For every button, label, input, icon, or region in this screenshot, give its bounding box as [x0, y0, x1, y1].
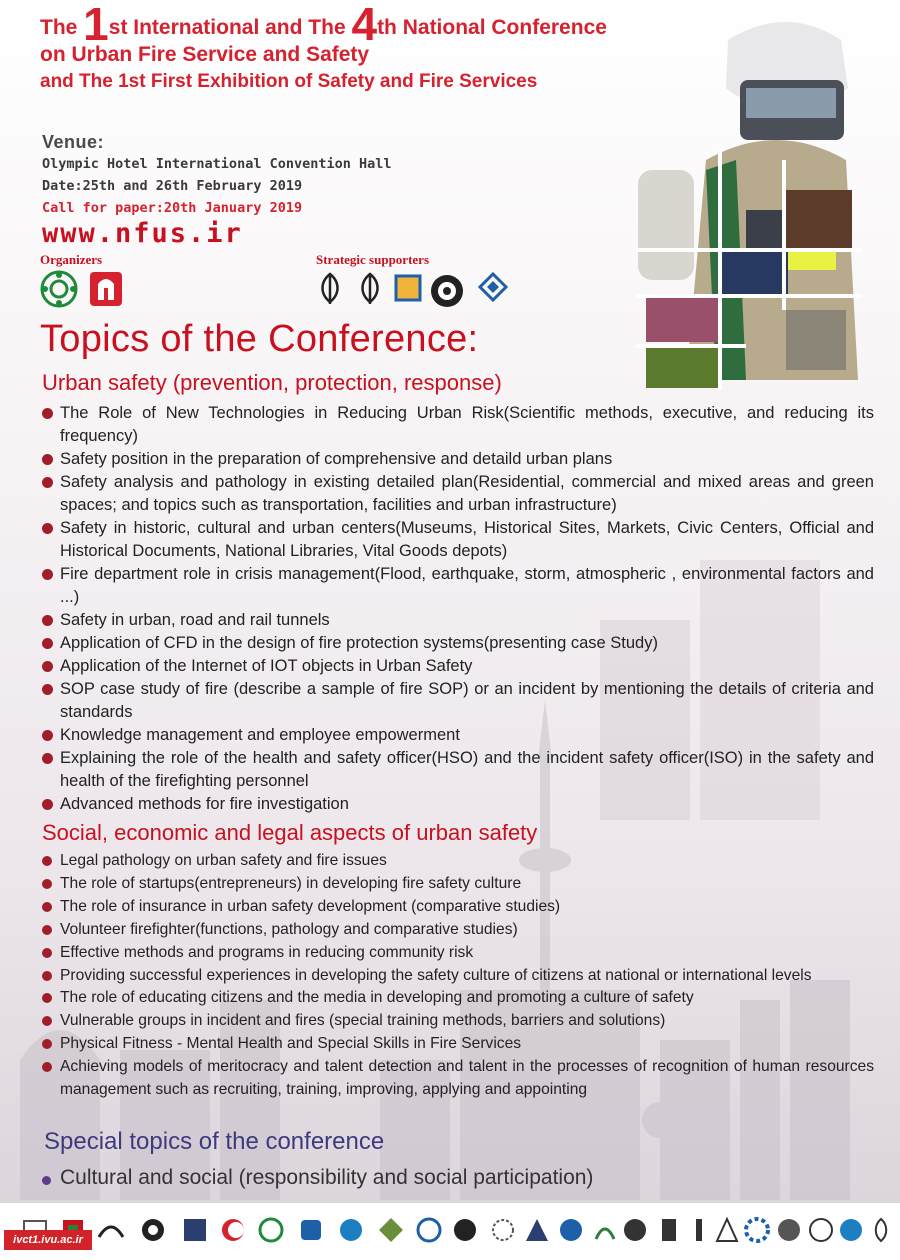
sponsor-logo-icon [590, 1215, 620, 1245]
venue-place: Olympic Hotel International Convention Hall [42, 156, 392, 172]
crisis-center-logo [478, 272, 508, 308]
sponsor-logo-icon [836, 1215, 866, 1245]
sponsor-logo-icon [96, 1215, 126, 1245]
title-number-4: 4 [351, 0, 378, 50]
venue-date: Date:25th and 26th February 2019 [42, 178, 303, 194]
list-item: The Role of New Technologies in Reducing Urban Risk(Scientific methods, executive, and reducing its frequency) [42, 402, 874, 448]
list-item: Advanced methods for fire investigation [42, 793, 874, 816]
list-item: Safety in historic, cultural and urban centers(Museums, Historical Sites, Markets, Civic Centers, Official and Historical Documents, National Libraries, Vital Goods depots) [42, 517, 874, 563]
sponsor-logo-icon [742, 1215, 772, 1245]
list-item: Providing successful experiences in developing the safety culture of citizens at national or international levels [42, 965, 874, 988]
list-item: Safety in urban, road and rail tunnels [42, 609, 874, 632]
list-item: Physical Fitness - Mental Health and Special Skills in Fire Services [42, 1033, 874, 1056]
firefighter-collage-image [636, 10, 862, 390]
list-item: The role of insurance in urban safety development (comparative studies) [42, 896, 874, 919]
research-institute-logo [428, 272, 466, 310]
sponsor-logo-icon [712, 1215, 742, 1245]
title-line-3: and The 1st First Exhibition of Safety and Fire Services [40, 71, 538, 92]
emblem-logo-2 [354, 272, 386, 308]
list-item: Knowledge management and employee empowerment [42, 724, 874, 747]
organizers-label: Organizers [40, 252, 103, 267]
list-item: Application of CFD in the design of fire protection systems(presenting case Study) [42, 632, 874, 655]
sponsor-logo-icon [806, 1215, 836, 1245]
list-item: SOP case study of fire (describe a sample of fire SOP) or an incident by mentioning the details of criteria and standards [42, 678, 874, 724]
list-item: Explaining the role of the health and safety officer(HSO) and the incident safety officer(ISO) in the safety and health of the firefighting personnel [42, 747, 874, 793]
sponsor-logo-icon [488, 1215, 518, 1245]
title-number-1: 1 [83, 0, 109, 50]
list-item: Effective methods and programs in reducing community risk [42, 942, 874, 965]
special-topic-item: Cultural and social (responsibility and social participation) [42, 1166, 593, 1190]
website-link[interactable]: www.nfus.ir [42, 218, 243, 249]
conference-title [40, 0, 720, 95]
list-item: Application of the Internet of IOT objects in Urban Safety [42, 655, 874, 678]
list-item: Legal pathology on urban safety and fire issues [42, 850, 874, 873]
sponsor-logo-icon [180, 1215, 210, 1245]
title-line-2: on Urban Fire Service and Safety [40, 43, 370, 66]
list-item: Achieving models of meritocracy and talent detection and talent in the processes of recognition of human resources management such as recruiting, training, improving, applying and appointing [42, 1056, 874, 1102]
venue-block [42, 132, 392, 249]
tehran-municipality-logo [40, 270, 78, 308]
sponsor-logo-icon [138, 1215, 168, 1245]
list-item: The role of educating citizens and the media in developing and promoting a culture of safety [42, 987, 874, 1010]
list-item: The role of startups(entrepreneurs) in developing fire safety culture [42, 873, 874, 896]
sponsor-logo-icon [296, 1215, 326, 1245]
emblem-logo-1 [314, 272, 346, 308]
sponsor-logo-icon [522, 1215, 552, 1245]
watermark-link[interactable]: ivct1.ivu.ac.ir [4, 1230, 92, 1250]
sponsor-logo-icon [774, 1215, 804, 1245]
sponsor-logo-strip [0, 1203, 900, 1260]
section-a-title: Urban safety (prevention, protection, response) [42, 370, 502, 395]
university-logo [392, 272, 424, 308]
fire-department-logo [88, 270, 124, 308]
call-for-paper: Call for paper:20th January 2019 [42, 200, 303, 216]
list-item: Safety analysis and pathology in existing detailed plan(Residential, commercial and mixed areas and green spaces; and topics such as transportation, facilities and urban infrastructure) [42, 471, 874, 517]
list-item: Safety position in the preparation of comprehensive and detaild urban plans [42, 448, 874, 471]
supporters-label: Strategic supporters [316, 252, 430, 267]
sponsor-logo-icon [654, 1215, 684, 1245]
section-b-list [42, 850, 874, 1102]
list-item: Fire department role in crisis management(Flood, earthquake, storm, atmospheric , environmental factors and ...) [42, 563, 874, 609]
title-prefix: The [40, 16, 84, 39]
sponsor-logo-icon [450, 1215, 480, 1245]
list-item: Vulnerable groups in incident and fires (special training methods, barriers and solutions) [42, 1010, 874, 1033]
list-item: Volunteer firefighter(functions, pathology and comparative studies) [42, 919, 874, 942]
sponsor-logo-icon [376, 1215, 406, 1245]
sponsor-logo-icon [866, 1215, 896, 1245]
section-a-list [42, 402, 874, 816]
title-suffix: th National Conference [377, 16, 607, 39]
sponsor-logo-icon [256, 1215, 286, 1245]
sponsor-logo-icon [336, 1215, 366, 1245]
sponsor-logo-icon [414, 1215, 444, 1245]
title-line-1 [40, 0, 720, 50]
sponsor-logo-icon [218, 1215, 248, 1245]
venue-heading: Venue: [42, 132, 105, 152]
sponsor-logo-icon [684, 1215, 714, 1245]
topics-title: Topics of the Conference: [40, 318, 479, 360]
title-mid: st International and The [108, 16, 352, 39]
section-b-title: Social, economic and legal aspects of urban safety [42, 820, 538, 845]
special-topics-title: Special topics of the conference [44, 1128, 385, 1155]
sponsor-logo-icon [556, 1215, 586, 1245]
sponsor-logo-icon [620, 1215, 650, 1245]
